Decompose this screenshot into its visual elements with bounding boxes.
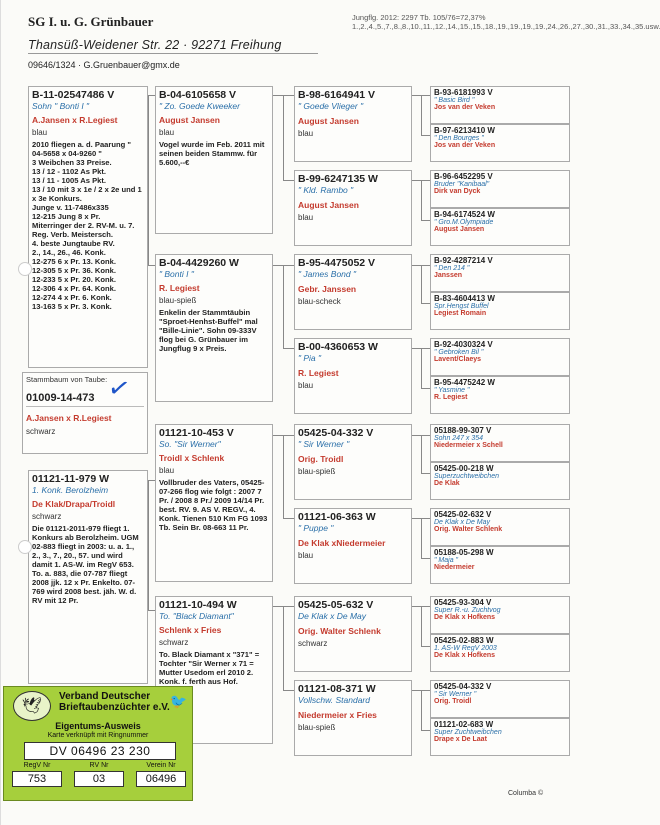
gen4-breeder: Niedermeier x Schell xyxy=(434,442,503,449)
gen4-ring: B-83-4604413 W xyxy=(434,294,495,303)
gen4-name: " Basic Bird " xyxy=(434,97,475,104)
pigeon-breeder: A.Jansen x R.Legiest xyxy=(32,115,118,125)
gen4-breeder: Jos van der Veken xyxy=(434,104,496,111)
gen2-name: To. "Black Diamant" xyxy=(159,611,234,621)
pigeon-logo-icon: 🕊 xyxy=(13,691,51,721)
gen3-breeder: Gebr. Janssen xyxy=(298,284,357,294)
gen3-card xyxy=(294,424,412,500)
gen4-ring: 05425-02-883 W xyxy=(434,636,494,645)
connector-line xyxy=(148,95,155,96)
connector-line xyxy=(283,180,294,181)
gen3-breeder: Orig. Troidl xyxy=(298,454,344,464)
regv-label: RegV Nr xyxy=(23,762,51,769)
gen4-card xyxy=(430,508,570,546)
pigeon-ring: B-11-02547486 V xyxy=(32,89,115,101)
connector-line xyxy=(148,480,155,481)
gen3-breeder: Niedermeier x Fries xyxy=(298,710,377,720)
gen3-breeder: Orig. Walter Schlenk xyxy=(298,626,381,636)
gen4-breeder: De Klak xyxy=(434,480,460,487)
gen4-breeder: De Klak x Hofkens xyxy=(434,614,496,621)
connector-line xyxy=(148,95,149,265)
gen4-name: " Gebroken Bil " xyxy=(434,349,484,356)
connector-line xyxy=(421,180,422,220)
gen2-color: schwarz xyxy=(159,638,189,647)
header-title: SG I. u. G. Grünbauer xyxy=(28,14,154,29)
gen2-description: To. Black Diamant x "371" = Tochter "Sir Werner x 71 = Mutter Usedom erl 2010 2. Konk. f. ferth aus Hof. xyxy=(159,650,260,686)
gen4-breeder: Lavent/Claeys xyxy=(434,356,482,363)
pigeon-name: Sohn " Bonti I " xyxy=(32,101,90,111)
gen4-ring: B-95-4475242 W xyxy=(434,378,495,387)
punch-hole xyxy=(18,540,32,554)
gen2-card xyxy=(155,424,273,582)
gen2-breeder: August Jansen xyxy=(159,115,220,125)
connector-line xyxy=(421,265,422,303)
gen4-ring: B-96-6452295 V xyxy=(434,172,493,181)
gen2-breeder: Schlenk x Fries xyxy=(159,625,222,635)
gen2-name: " Zo. Goede Kweeker xyxy=(159,101,240,111)
gen2-name: So. "Sir Werner" xyxy=(159,439,221,449)
gen3-name: " James Bond " xyxy=(298,269,357,279)
pigeon-color: blau xyxy=(32,128,48,137)
ownership-card-subtitle: Karte verknüpft mit Ringnummer xyxy=(47,732,149,739)
gen4-name: Superzuchtweibchen xyxy=(434,473,499,480)
connector-line xyxy=(421,730,430,731)
connector-line xyxy=(421,518,422,558)
connector-line xyxy=(283,348,294,349)
ownership-card-header xyxy=(9,691,189,717)
gen2-color: blau xyxy=(159,466,175,475)
regv-value: 753 xyxy=(12,771,62,787)
header-results: Jungflg. 2012: 2297 Tb. 105/76=72,37% 1.,2.,4.,5.,7.,8.,8.,10.,11.,12.,14.,15.,15.,18.,19.,19.,19.,19.,24.,26.,27.,30.,31.,33.,34.,35.usw. xyxy=(352,13,660,31)
rv-value: 03 xyxy=(74,771,124,787)
rv-field xyxy=(74,762,124,787)
gen4-name: De Klak x De May xyxy=(434,519,491,526)
gen4-breeder: Legiest Romain xyxy=(434,310,487,317)
header-divider xyxy=(28,53,318,54)
gen3-breeder: August Jansen xyxy=(298,200,359,210)
gen3-name: " Goede Vlieger " xyxy=(298,101,364,111)
gen3-card xyxy=(294,338,412,414)
connector-line xyxy=(421,135,430,136)
gen3-ring: 01121-06-363 W xyxy=(298,511,376,523)
gen4-name: 1. AS-W RegV 2003 xyxy=(434,645,497,652)
gen4-name: Super Zuchtweibchen xyxy=(434,729,502,736)
gen3-card xyxy=(294,508,412,584)
gen3-color: blau-spieß xyxy=(298,723,336,732)
gen2-card xyxy=(155,254,273,402)
gen4-card xyxy=(430,376,570,414)
gen2-card xyxy=(155,86,273,234)
pigeon-description: 2010 fliegen a. d. Paarung " 04-5658 x 04-9260 " 3 Weibchen 33 Preise. 13 / 12 - 1102 As Pkt. 13 / 11 - 1005 As Pkt. 13 / 10 mit 3 x 1e / 2 x 2e und 1 x 3e Konkurs. Junge v. 11-7486x335 12-215 Jung 8 x Pr. Miterringer der 2. RV-M. u. 7. Reg. Verb. Meistersch. 4. beste Jungtaube RV. 2., 14., 26., 46. Konk. 12-275 6 x Pr. 13. Konk. 12-305 5 x Pr. 36. Konk. 12-233 5 x Pr. 20. Konk. 12-306 4 x Pr. 64. Konk. 12-274 4 x Pr. 6. Konk. 13-163 5 x Pr. 3. Konk. xyxy=(32,140,142,311)
gen4-card xyxy=(430,596,570,634)
gen4-name: " Gro.M.Olympiade xyxy=(434,219,494,226)
stammbaum-breeder: A.Jansen x R.Legiest xyxy=(26,413,112,423)
gen2-ring: 01121-10-453 V xyxy=(159,427,234,439)
gen4-ring: 05425-00-218 W xyxy=(434,464,494,473)
gen4-breeder: August Jansen xyxy=(434,226,485,233)
gen2-ring: 01121-10-494 W xyxy=(159,599,237,611)
gen3-breeder: De Klak xNiedermeier xyxy=(298,538,386,548)
gen3-breeder: August Jansen xyxy=(298,116,359,126)
gen4-ring: 05425-02-632 V xyxy=(434,510,492,519)
gen2-color: blau xyxy=(159,128,175,137)
dam-color: schwarz xyxy=(32,512,62,521)
gen3-ring: B-95-4475052 V xyxy=(298,257,376,269)
gen4-card xyxy=(430,680,570,718)
connector-line xyxy=(421,303,430,304)
stammbaum-color: schwarz xyxy=(26,427,56,436)
ownership-card xyxy=(3,686,193,801)
gen4-breeder: Jos van der Veken xyxy=(434,142,496,149)
dam-ring: 01121-11-979 W xyxy=(32,473,110,485)
dam-card xyxy=(28,470,148,684)
gen4-card xyxy=(430,462,570,500)
ownership-card-org: Verband Deutscher Brieftaubenzüchter e.V. xyxy=(59,691,170,713)
gen3-color: schwarz xyxy=(298,639,328,648)
dam-name: 1. Konk. Berolzheim xyxy=(32,485,109,495)
regv-field xyxy=(12,762,62,787)
gen4-name: Super R.-u. Zuchtvog xyxy=(434,607,501,614)
gen3-name: Vollschw. Standard xyxy=(298,695,370,705)
gen2-breeder: Troidl x Schlenk xyxy=(159,453,225,463)
gen4-card xyxy=(430,546,570,584)
gen4-card xyxy=(430,254,570,292)
gen4-ring: B-92-4030324 V xyxy=(434,340,493,349)
connector-line xyxy=(421,606,422,646)
gen4-card xyxy=(430,634,570,672)
connector-line xyxy=(148,480,149,610)
gen3-name: " Kld. Rambo " xyxy=(298,185,354,195)
handwritten-check-mark: ✓ xyxy=(105,372,133,406)
verein-value: 06496 xyxy=(136,771,186,787)
gen4-card xyxy=(430,124,570,162)
gen3-ring: 05425-05-632 V xyxy=(298,599,374,611)
gen3-card xyxy=(294,254,412,330)
gen2-description: Vogel wurde im Feb. 2011 mit seinen beiden Stammw. für 5.600,--€ xyxy=(159,140,265,167)
gen4-name: " Sir Werner " xyxy=(434,691,477,698)
gen2-ring: B-04-6105658 V xyxy=(159,89,237,101)
gen4-card xyxy=(430,718,570,756)
gen4-breeder: Niedermeier xyxy=(434,564,475,571)
connector-line xyxy=(421,558,430,559)
connector-line xyxy=(283,265,284,348)
header-contact: 09646/1324 · G.Gruenbauer@gmx.de xyxy=(28,60,180,70)
connector-line xyxy=(148,610,155,611)
gen3-ring: B-00-4360653 W xyxy=(298,341,378,353)
gen3-color: blau xyxy=(298,551,314,560)
gen3-breeder: R. Legiest xyxy=(298,368,339,378)
gen3-card xyxy=(294,86,412,162)
gen4-name: " Yasmine " xyxy=(434,387,470,394)
connector-line xyxy=(283,435,284,518)
gen3-ring: 01121-08-371 W xyxy=(298,683,376,695)
gen3-color: blau xyxy=(298,381,314,390)
gen4-ring: B-97-6213410 W xyxy=(434,126,495,135)
gen4-ring: B-93-6181993 V xyxy=(434,88,493,97)
connector-line xyxy=(421,646,430,647)
gen4-card xyxy=(430,292,570,330)
ownership-card-title: Eigentums-Ausweis xyxy=(55,721,141,731)
gen2-description: Vollbruder des Vaters, 05425-07-266 flog wie folgt : 2007 7 Pr. / 2008 8 Pr./ 2009 14/14 Pr. best. RV. 9. AS V. REGV., 4. Konk. Tienen 510 Km FG 1093 Tb. Sein Br. 08-663 11 Pr. xyxy=(159,478,268,532)
gen4-name: Sohn 247 x 354 xyxy=(434,435,484,442)
gen3-name: " Puppe " xyxy=(298,523,334,533)
gen4-name: " Den Bourges " xyxy=(434,135,484,142)
gen4-card xyxy=(430,170,570,208)
verein-label: Verein Nr xyxy=(146,762,176,769)
gen4-card xyxy=(430,424,570,462)
gen3-color: blau-scheck xyxy=(298,297,341,306)
gen4-ring: B-92-4287214 V xyxy=(434,256,493,265)
dam-breeder: De Klak/Drapa/Troidl xyxy=(32,499,116,509)
connector-line xyxy=(283,95,284,180)
connector-line xyxy=(421,690,422,730)
gen4-ring: 05425-93-304 V xyxy=(434,598,492,607)
ownership-card-ring: DV 06496 23 230 xyxy=(24,742,176,760)
gen2-description: Enkelin der Stammtäubin "Sproet-Henhst-Buffel" mal "Bille-Linie". Sohn 09-333V flog bei G. Grünbauer im Jungflug 9 x Preis. xyxy=(159,308,258,353)
gen4-name: Bruder "Kanibaal" xyxy=(434,181,490,188)
gen4-ring: 01121-02-683 W xyxy=(434,720,494,729)
gen4-breeder: Orig. Walter Schlenk xyxy=(434,526,503,533)
connector-line xyxy=(421,95,422,135)
gen4-card xyxy=(430,338,570,376)
gen4-breeder: Dirk van Dyck xyxy=(434,188,481,195)
rv-label: RV Nr xyxy=(89,762,109,769)
gen2-name: " Bonti I " xyxy=(159,269,194,279)
gen4-breeder: Janssen xyxy=(434,272,463,279)
dam-description: Die 01121-2011-979 fliegt 1. Konkurs ab Berolzheim. UGM 02-883 fliegt in 2003: u. a. 1., 2., 3., 7., 20., 57. und wird damit 1. AS-W. im RegV 653. To. a. 883, die 07-787 fliegt 2008 jjk. 12 x Pr. Enkelto. 07-769 wird 2008 best. jäh. W. d. RV mit 12 Pr. xyxy=(32,524,139,605)
gen4-ring: 05188-99-307 V xyxy=(434,426,492,435)
gen2-ring: B-04-4429260 W xyxy=(159,257,239,269)
punch-hole xyxy=(18,262,32,276)
gen4-breeder: R. Legiest xyxy=(434,394,468,401)
gen3-card xyxy=(294,680,412,756)
pigeon-silhouette-icon: 🐦 xyxy=(169,693,187,709)
gen3-name: De Klak x De May xyxy=(298,611,367,621)
stammbaum-ring: 01009-14-473 xyxy=(26,392,95,404)
gen3-card xyxy=(294,170,412,246)
gen4-card xyxy=(430,208,570,246)
gen4-breeder: De Klak x Hofkens xyxy=(434,652,496,659)
stammbaum-separator xyxy=(26,406,144,407)
gen2-color: blau-spieß xyxy=(159,296,197,305)
footer-credit: Columba © xyxy=(508,790,544,797)
gen4-breeder: Orig. Troidl xyxy=(434,698,472,705)
gen4-card xyxy=(430,86,570,124)
gen3-ring: B-98-6164941 V xyxy=(298,89,376,101)
connector-line xyxy=(421,388,430,389)
gen3-name: " Sir Werner " xyxy=(298,439,350,449)
connector-line xyxy=(283,518,294,519)
connector-line xyxy=(148,265,155,266)
connector-line xyxy=(421,348,422,388)
connector-line xyxy=(421,473,430,474)
gen3-ring: 05425-04-332 V xyxy=(298,427,374,439)
connector-line xyxy=(421,220,430,221)
gen3-color: blau-spieß xyxy=(298,467,336,476)
verein-field xyxy=(136,762,186,787)
pigeon-card xyxy=(28,86,148,368)
gen4-breeder: Drape x De Laat xyxy=(434,736,487,743)
page-edge xyxy=(0,0,1,825)
header-address: Thansüß-Weidener Str. 22 · 92271 Freihung xyxy=(28,38,282,52)
connector-line xyxy=(283,690,294,691)
gen4-name: " Den 214 " xyxy=(434,265,470,272)
gen3-name: " Pia " xyxy=(298,353,322,363)
connector-line xyxy=(283,606,284,690)
gen4-ring: 05188-05-298 W xyxy=(434,548,494,557)
gen4-ring: 05425-04-332 V xyxy=(434,682,492,691)
gen3-color: blau xyxy=(298,213,314,222)
connector-line xyxy=(421,435,422,473)
gen3-ring: B-99-6247135 W xyxy=(298,173,378,185)
gen4-ring: B-94-6174524 W xyxy=(434,210,495,219)
gen2-breeder: R. Legiest xyxy=(159,283,200,293)
gen4-name: Spr.Hengst Buffel xyxy=(434,303,489,310)
gen4-name: " Maja " xyxy=(434,557,459,564)
gen3-color: blau xyxy=(298,129,314,138)
gen3-card xyxy=(294,596,412,672)
stammbaum-label: Stammbaum von Taube: xyxy=(26,375,108,384)
